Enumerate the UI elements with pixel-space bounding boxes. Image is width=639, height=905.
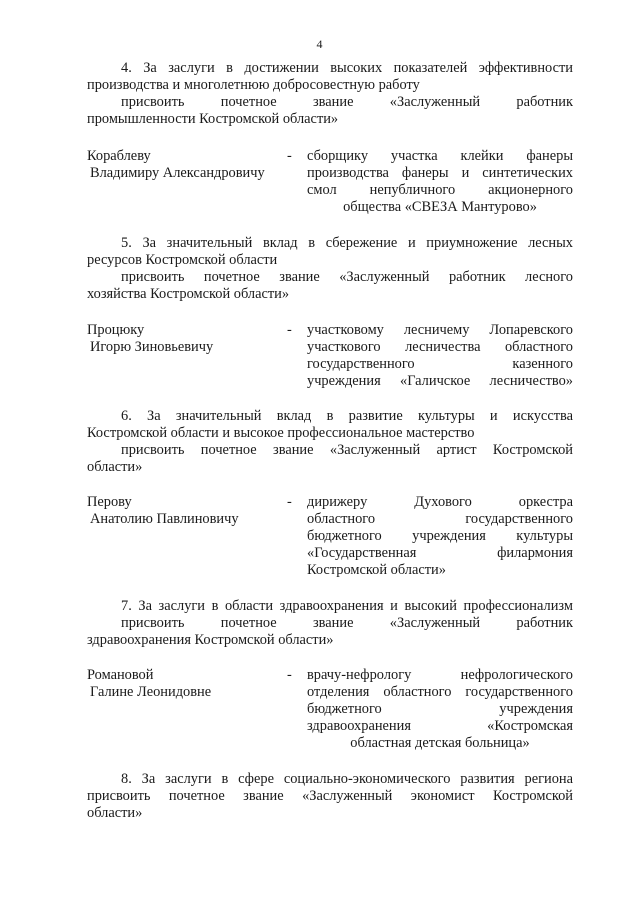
awardee-surname: Романовой [87, 667, 154, 683]
dash-separator: - [287, 494, 292, 510]
awardee-given-name: Владимиру Александровичу [90, 165, 265, 181]
position-line: «Государственная филармония [307, 545, 573, 561]
awardee-position [307, 667, 573, 752]
position-line: областная детская больница» [350, 735, 530, 751]
awardee-name [87, 322, 287, 356]
award-line: присвоить почетное звание «Заслуженный артист Костромской [121, 442, 573, 458]
awardee-position [307, 322, 573, 390]
section-paragraph-line: ресурсов Костромской области [87, 252, 278, 268]
section-6-text [87, 408, 573, 476]
section-paragraph-line: 5. За значительный вклад в сбережение и приумножение лесных [121, 235, 573, 251]
award-line: хозяйства Костромской области» [87, 286, 290, 302]
awardee-given-name: Игорю Зиновьевичу [90, 339, 214, 355]
position-line: Костромской области» [307, 562, 446, 578]
awardee-row-4 [87, 148, 573, 228]
awardee-surname: Перову [87, 494, 132, 510]
position-line: здравоохранения «Костромская [307, 718, 573, 734]
awardee-row-5 [87, 322, 573, 402]
section-paragraph-line: производства и многолетнюю добросовестную работу [87, 77, 420, 93]
awardee-given-name: Галине Леонидовне [90, 684, 212, 700]
section-paragraph-line: 6. За значительный вклад в развитие культуры и искусства [121, 408, 573, 424]
section-8-text [87, 771, 573, 822]
section-paragraph-line: 8. За заслуги в сфере социально-экономического развития региона [121, 771, 573, 787]
awardee-surname: Кораблеву [87, 148, 151, 164]
section-7-text [87, 598, 573, 649]
position-line: сборщику участка клейки фанеры [307, 148, 573, 164]
awardee-position [307, 494, 573, 579]
position-line: производства фанеры и синтетических [307, 165, 573, 181]
position-line: отделения областного государственного [307, 684, 573, 700]
position-line: врачу-нефрологу нефрологического [307, 667, 573, 683]
position-line: дирижеру Духового оркестра [307, 494, 573, 510]
awardee-name [87, 494, 287, 528]
dash-separator: - [287, 667, 292, 683]
position-line: смол непубличного акционерного [307, 182, 573, 198]
section-paragraph-line: 7. За заслуги в области здравоохранения и высокий профессионализм [121, 598, 573, 614]
award-line: присвоить почетное звание «Заслуженный работник [121, 94, 573, 110]
position-line: государственного казенного [307, 356, 573, 372]
awardee-surname: Процюку [87, 322, 145, 338]
section-paragraph-line: области» [87, 805, 143, 821]
awardee-given-name: Анатолию Павлиновичу [90, 511, 239, 527]
section-5-text [87, 235, 573, 303]
position-line: участковому лесничему Лопаревского [307, 322, 573, 338]
position-line: бюджетного учреждения [307, 701, 573, 717]
position-line: бюджетного учреждения культуры [307, 528, 573, 544]
awardee-row-6 [87, 494, 573, 584]
award-line: присвоить почетное звание «Заслуженный работник лесного [121, 269, 573, 285]
section-paragraph-line: присвоить почетное звание «Заслуженный экономист Костромской [87, 788, 573, 804]
award-line: области» [87, 459, 143, 475]
position-line: участкового лесничества областного [307, 339, 573, 355]
dash-separator: - [287, 322, 292, 338]
awardee-row-7 [87, 667, 573, 757]
dash-separator: - [287, 148, 292, 164]
page-number: 4 [316, 37, 323, 51]
award-line: здравоохранения Костромской области» [87, 632, 334, 648]
awardee-position [307, 148, 573, 216]
awardee-name [87, 148, 287, 182]
award-line: промышленности Костромской области» [87, 111, 339, 127]
section-paragraph-line: 4. За заслуги в достижении высоких показателей эффективности [121, 60, 573, 76]
position-line: общества «СВЕЗА Мантурово» [343, 199, 537, 215]
position-line: учреждения «Галичское лесничество» [307, 373, 573, 389]
awardee-name [87, 667, 287, 701]
award-line: присвоить почетное звание «Заслуженный работник [121, 615, 573, 631]
section-paragraph-line: Костромской области и высокое профессиональное мастерство [87, 425, 475, 441]
position-line: областного государственного [307, 511, 573, 527]
section-4-text [87, 60, 573, 128]
